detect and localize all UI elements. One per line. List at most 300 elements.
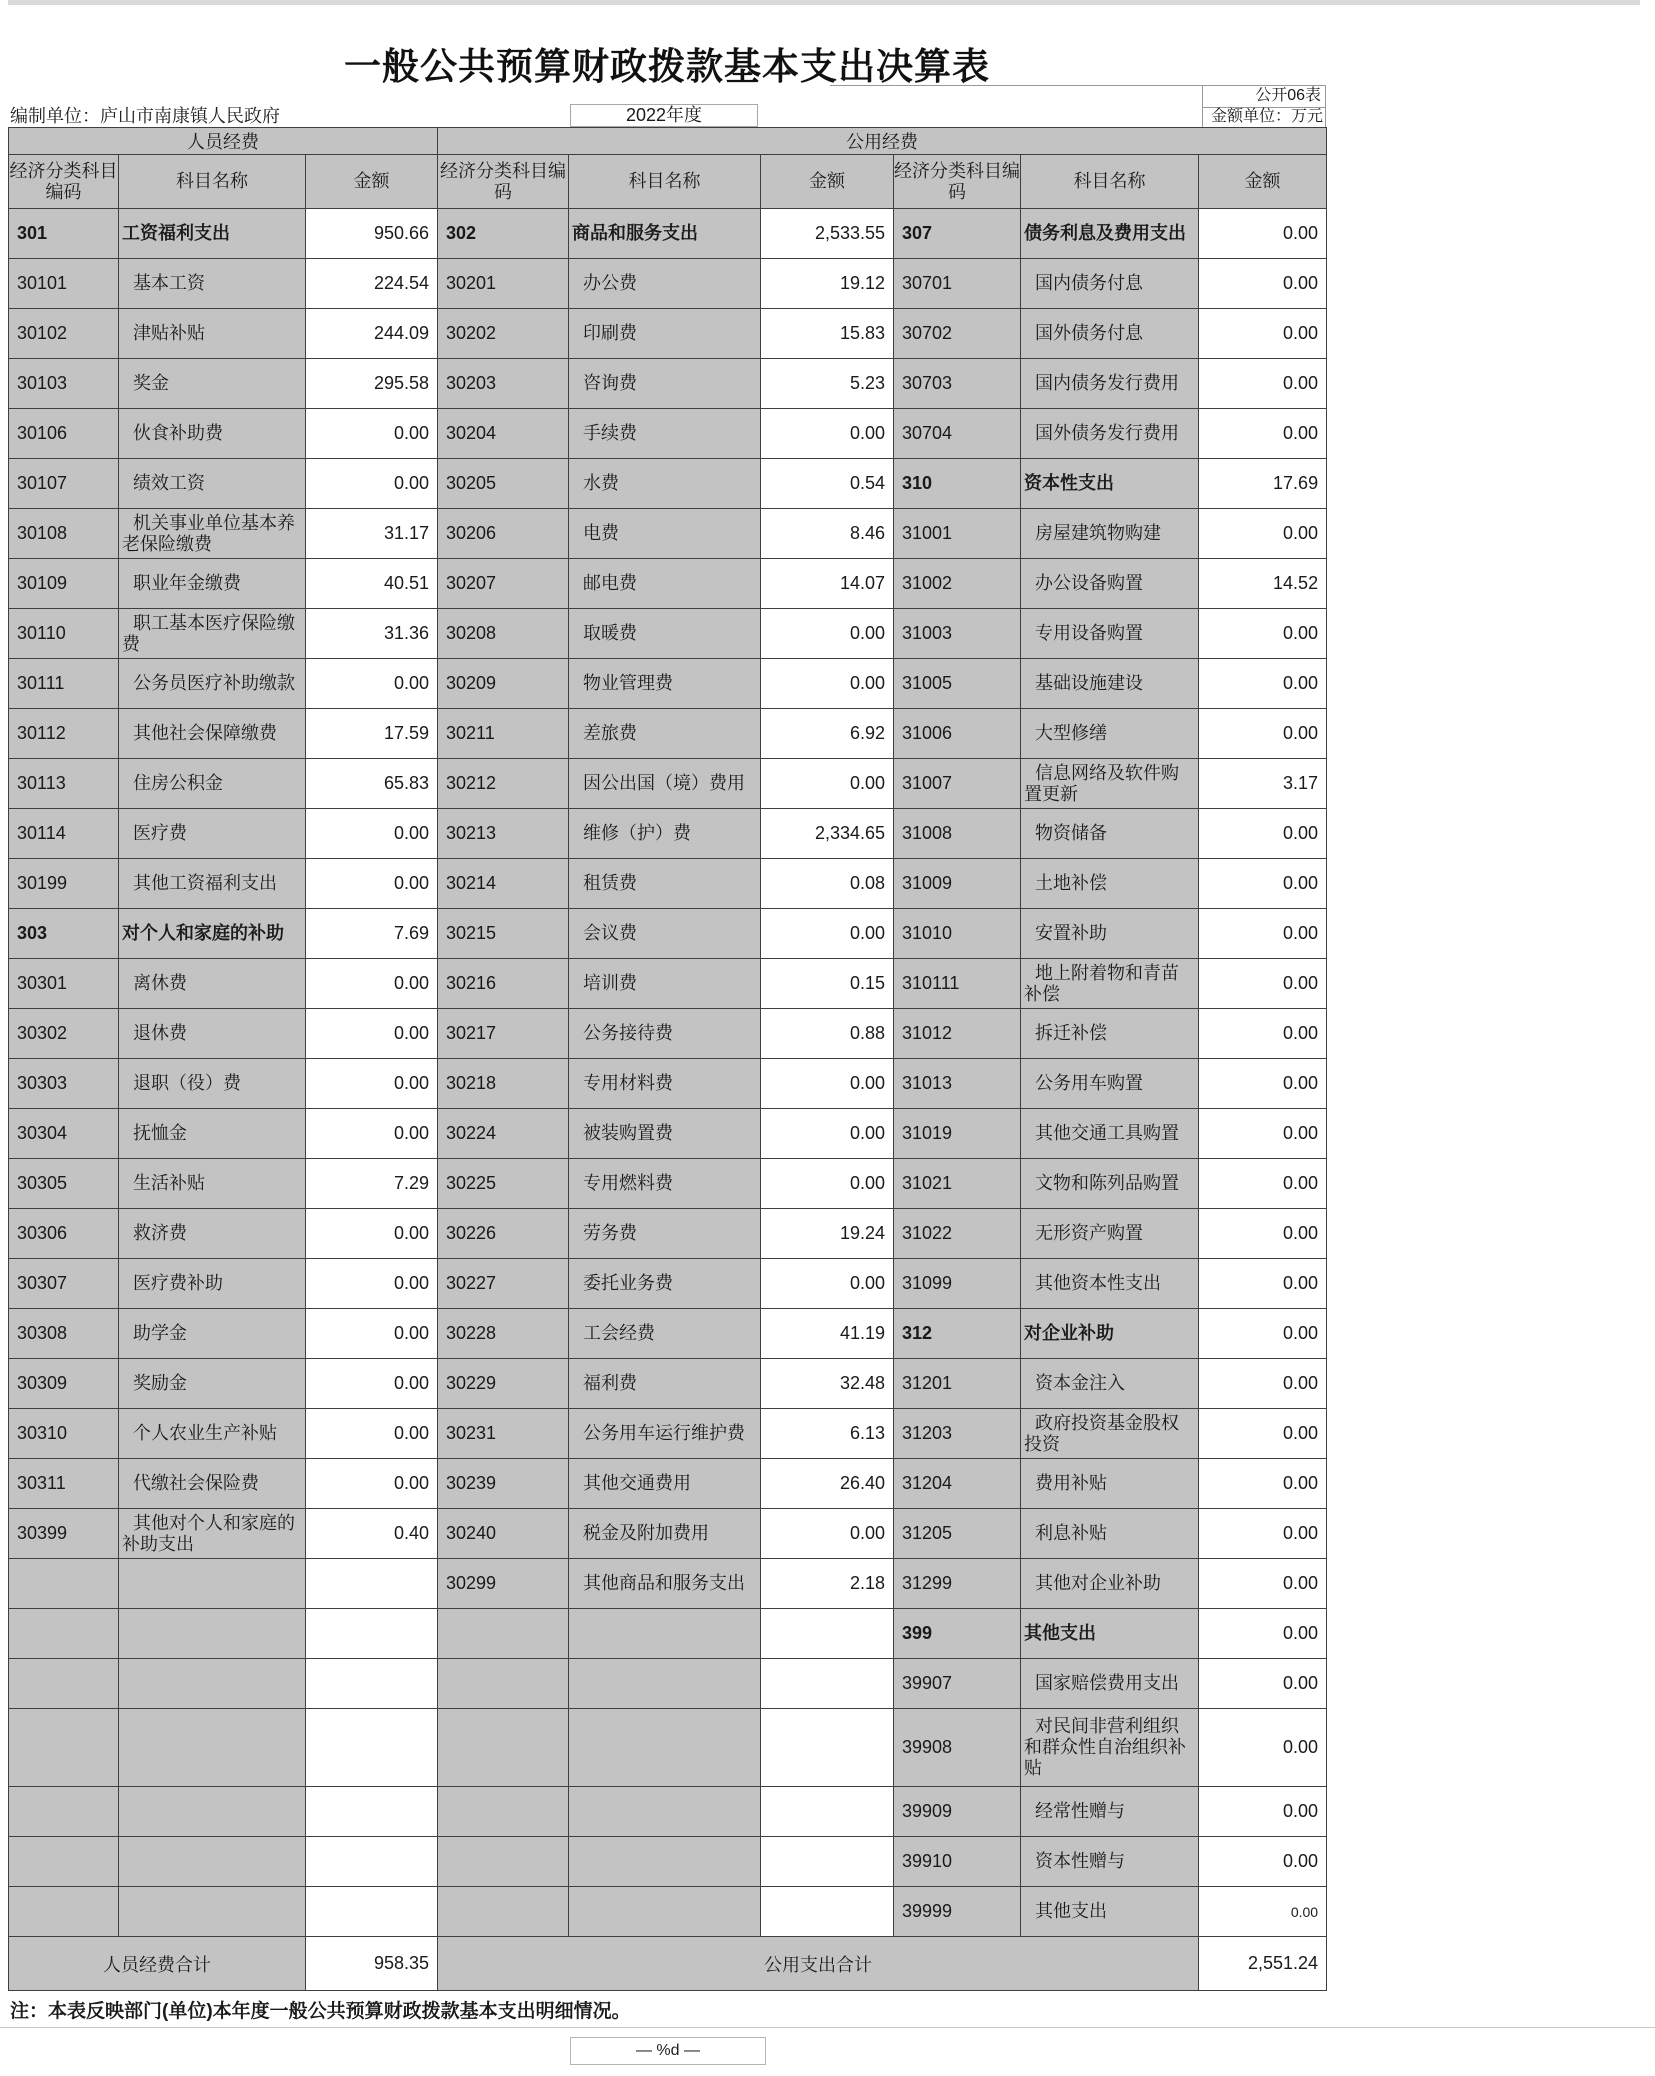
cell-name: 资本金注入 [1021,1359,1199,1409]
cell-code: 30231 [438,1409,569,1459]
cell-name [569,1887,761,1937]
cell-name: 劳务费 [569,1209,761,1259]
cell-name: 离休费 [119,959,306,1009]
cell-code: 31013 [894,1059,1021,1109]
cell-amount: 0.00 [306,1359,438,1409]
cell-code: 39999 [894,1887,1021,1937]
cell-code [9,1887,119,1937]
table-row [9,1209,1327,1259]
cell-amount: 26.40 [761,1459,894,1509]
col-header-amount-1: 金额 [306,155,438,209]
cell-amount: 0.00 [1199,1659,1327,1709]
cell-name: 公务用车购置 [1021,1059,1199,1109]
cell-code: 30107 [9,459,119,509]
cell-code: 31001 [894,509,1021,559]
table-row [9,359,1327,409]
cell-code: 30704 [894,409,1021,459]
cell-code: 302 [438,209,569,259]
cell-code: 31005 [894,659,1021,709]
cell-name: 印刷费 [569,309,761,359]
cell-name: 绩效工资 [119,459,306,509]
cell-name: 房屋建筑物购建 [1021,509,1199,559]
table-row [9,809,1327,859]
table-row [9,1837,1327,1887]
cell-amount: 0.00 [1199,609,1327,659]
cell-amount: 31.36 [306,609,438,659]
col-header-code-1: 经济分类科目编码 [9,155,119,209]
cell-name: 生活补贴 [119,1159,306,1209]
cell-amount: 0.00 [1199,1559,1327,1609]
cell-code: 30702 [894,309,1021,359]
cell-amount: 0.00 [306,1259,438,1309]
cell-name: 国内债务发行费用 [1021,359,1199,409]
cell-name: 公务员医疗补助缴款 [119,659,306,709]
cell-amount: 6.13 [761,1409,894,1459]
cell-name: 办公费 [569,259,761,309]
cell-code: 31201 [894,1359,1021,1409]
cell-code [438,1609,569,1659]
cell-name: 国家赔偿费用支出 [1021,1659,1199,1709]
bottom-divider [0,2027,1655,2028]
cell-amount: 32.48 [761,1359,894,1409]
table-row [9,1059,1327,1109]
cell-amount: 0.00 [306,1409,438,1459]
table-row [9,1559,1327,1609]
cell-name: 个人农业生产补贴 [119,1409,306,1459]
cell-amount [761,1837,894,1887]
cell-code: 30218 [438,1059,569,1109]
table-row [9,1109,1327,1159]
cell-code: 31203 [894,1409,1021,1459]
cell-code: 31008 [894,809,1021,859]
cell-amount: 0.00 [761,1109,894,1159]
cell-code: 30304 [9,1109,119,1159]
cell-name: 文物和陈列品购置 [1021,1159,1199,1209]
cell-code: 312 [894,1309,1021,1359]
cell-amount: 244.09 [306,309,438,359]
cell-code: 31006 [894,709,1021,759]
cell-amount: 40.51 [306,559,438,609]
cell-name: 国内债务付息 [1021,259,1199,309]
cell-amount: 0.00 [761,909,894,959]
cell-code: 30212 [438,759,569,809]
cell-amount: 295.58 [306,359,438,409]
col-header-amount-3: 金额 [1199,155,1327,209]
cell-name: 代缴社会保险费 [119,1459,306,1509]
cell-amount: 0.00 [761,1059,894,1109]
table-row [9,909,1327,959]
cell-code: 30113 [9,759,119,809]
cell-name: 债务利息及费用支出 [1021,209,1199,259]
cell-amount: 0.00 [1199,1509,1327,1559]
table-row [9,559,1327,609]
cell-code: 30310 [9,1409,119,1459]
cell-name: 伙食补助费 [119,409,306,459]
cell-code: 301 [9,209,119,259]
cell-code: 30308 [9,1309,119,1359]
cell-code: 30216 [438,959,569,1009]
cell-code: 310 [894,459,1021,509]
cell-code: 30306 [9,1209,119,1259]
cell-name: 救济费 [119,1209,306,1259]
cell-amount: 0.00 [306,859,438,909]
cell-amount: 0.00 [1199,709,1327,759]
cell-amount: 0.00 [306,659,438,709]
cell-amount: 2.18 [761,1559,894,1609]
table-row [9,1159,1327,1209]
table-row [9,1359,1327,1409]
col-header-code-2: 经济分类科目编码 [438,155,569,209]
cell-code: 30110 [9,609,119,659]
cell-amount: 7.69 [306,909,438,959]
cell-name [569,1709,761,1787]
cell-code: 30299 [438,1559,569,1609]
cell-amount: 15.83 [761,309,894,359]
cell-amount [306,1559,438,1609]
cell-code: 30211 [438,709,569,759]
cell-code: 30309 [9,1359,119,1409]
cell-amount: 0.00 [1199,309,1327,359]
cell-amount [306,1887,438,1937]
cell-name [119,1887,306,1937]
cell-code: 30202 [438,309,569,359]
cell-name: 其他交通工具购置 [1021,1109,1199,1159]
cell-amount: 17.69 [1199,459,1327,509]
cell-code: 30399 [9,1509,119,1559]
table-row [9,1259,1327,1309]
cell-amount: 19.24 [761,1209,894,1259]
cell-amount: 7.29 [306,1159,438,1209]
cell-code: 399 [894,1609,1021,1659]
cell-amount: 3.17 [1199,759,1327,809]
cell-code: 30203 [438,359,569,409]
cell-name: 费用补贴 [1021,1459,1199,1509]
cell-code: 30114 [9,809,119,859]
cell-code: 30108 [9,509,119,559]
cell-name: 会议费 [569,909,761,959]
cell-name: 经常性赠与 [1021,1787,1199,1837]
cell-amount: 0.00 [306,1109,438,1159]
cell-amount [761,1709,894,1787]
cell-amount: 0.00 [1199,659,1327,709]
cell-code [9,1787,119,1837]
cell-name: 工会经费 [569,1309,761,1359]
cell-name [569,1609,761,1659]
cell-name: 政府投资基金股权投资 [1021,1409,1199,1459]
cell-name: 培训费 [569,959,761,1009]
cell-amount [306,1837,438,1887]
cell-name: 安置补助 [1021,909,1199,959]
cell-amount: 0.00 [761,1159,894,1209]
cell-name: 助学金 [119,1309,306,1359]
cell-code: 30228 [438,1309,569,1359]
cell-name [119,1559,306,1609]
cell-amount: 0.00 [1199,1209,1327,1259]
table-row [9,409,1327,459]
table-row [9,1409,1327,1459]
cell-amount: 0.00 [306,409,438,459]
cell-name: 机关事业单位基本养老保险缴费 [119,509,306,559]
cell-amount: 0.00 [761,759,894,809]
cell-code: 39907 [894,1659,1021,1709]
cell-code: 31299 [894,1559,1021,1609]
cell-code: 30111 [9,659,119,709]
cell-name: 基础设施建设 [1021,659,1199,709]
cell-amount: 0.88 [761,1009,894,1059]
table-row [9,959,1327,1009]
table-row [9,1309,1327,1359]
cell-name [119,1609,306,1659]
cell-code: 39909 [894,1787,1021,1837]
cell-name: 国外债务付息 [1021,309,1199,359]
cell-amount: 5.23 [761,359,894,409]
cell-name [119,1787,306,1837]
cell-amount: 0.00 [761,609,894,659]
cell-code: 30207 [438,559,569,609]
cell-code: 30204 [438,409,569,459]
table-row [9,609,1327,659]
cell-name: 大型修缮 [1021,709,1199,759]
public-total-label: 公用支出合计 [438,1937,1199,1991]
cell-code: 307 [894,209,1021,259]
cell-amount: 8.46 [761,509,894,559]
cell-amount: 0.00 [306,1009,438,1059]
cell-amount: 17.59 [306,709,438,759]
footnote: 注：本表反映部门(单位)本年度一般公共预算财政拨款基本支出明细情况。 [10,2001,631,2022]
cell-code [438,1787,569,1837]
cell-amount: 31.17 [306,509,438,559]
cell-name: 信息网络及软件购置更新 [1021,759,1199,809]
cell-name: 委托业务费 [569,1259,761,1309]
table-row [9,1609,1327,1659]
cell-amount [306,1709,438,1787]
cell-code: 39908 [894,1709,1021,1787]
cell-name: 奖励金 [119,1359,306,1409]
cell-code: 30240 [438,1509,569,1559]
cell-name: 土地补偿 [1021,859,1199,909]
cell-amount: 2,334.65 [761,809,894,859]
cell-code: 303 [9,909,119,959]
cell-code [438,1837,569,1887]
cell-name: 地上附着物和青苗补偿 [1021,959,1199,1009]
cell-code [9,1837,119,1887]
col-header-name-2: 科目名称 [569,155,761,209]
cell-amount: 0.00 [306,1309,438,1359]
group-header-personnel: 人员经费 [9,128,438,155]
cell-amount: 0.00 [1199,1059,1327,1109]
cell-code: 30302 [9,1009,119,1059]
cell-amount: 0.08 [761,859,894,909]
cell-name [119,1837,306,1887]
cell-code: 30208 [438,609,569,659]
col-header-name-1: 科目名称 [119,155,306,209]
cell-name: 公务接待费 [569,1009,761,1059]
cell-code: 31019 [894,1109,1021,1159]
cell-amount: 0.40 [306,1509,438,1559]
cell-name: 医疗费补助 [119,1259,306,1309]
cell-name: 取暖费 [569,609,761,659]
cell-code [438,1887,569,1937]
cell-amount: 0.00 [1199,1009,1327,1059]
cell-amount: 0.00 [306,1209,438,1259]
cell-code: 30201 [438,259,569,309]
cell-code: 31002 [894,559,1021,609]
cell-code [438,1659,569,1709]
cell-code: 31012 [894,1009,1021,1059]
cell-name: 津贴补贴 [119,309,306,359]
table-row [9,1709,1327,1787]
cell-name: 其他对企业补助 [1021,1559,1199,1609]
cell-name: 手续费 [569,409,761,459]
cell-name: 其他工资福利支出 [119,859,306,909]
cell-code: 31204 [894,1459,1021,1509]
cell-name: 其他交通费用 [569,1459,761,1509]
table-row [9,1459,1327,1509]
cell-amount: 41.19 [761,1309,894,1359]
cell-amount: 0.00 [1199,409,1327,459]
cell-name: 对个人和家庭的补助 [119,909,306,959]
cell-name: 国外债务发行费用 [1021,409,1199,459]
cell-amount: 14.07 [761,559,894,609]
cell-amount [761,1887,894,1937]
cell-code: 30209 [438,659,569,709]
cell-name: 工资福利支出 [119,209,306,259]
cell-code: 31010 [894,909,1021,959]
table-row [9,1009,1327,1059]
cell-amount: 0.00 [1199,859,1327,909]
cell-name: 公务用车运行维护费 [569,1409,761,1459]
cell-amount: 0.00 [761,659,894,709]
cell-name [569,1837,761,1887]
personnel-total-label: 人员经费合计 [9,1937,306,1991]
cell-name: 邮电费 [569,559,761,609]
cell-name: 差旅费 [569,709,761,759]
cell-amount: 0.00 [761,409,894,459]
cell-name: 住房公积金 [119,759,306,809]
cell-code: 30206 [438,509,569,559]
cell-name: 基本工资 [119,259,306,309]
cell-amount: 0.00 [1199,1787,1327,1837]
cell-code [9,1559,119,1609]
table-row [9,1659,1327,1709]
cell-name: 专用燃料费 [569,1159,761,1209]
cell-amount: 0.00 [1199,809,1327,859]
cell-name: 其他支出 [1021,1609,1199,1659]
cell-amount: 0.00 [1199,1409,1327,1459]
table-row [9,209,1327,259]
cell-name: 对民间非营利组织和群众性自治组织补贴 [1021,1709,1199,1787]
cell-code: 30227 [438,1259,569,1309]
cell-name: 水费 [569,459,761,509]
cell-name [569,1659,761,1709]
cell-code: 30311 [9,1459,119,1509]
table-row [9,1787,1327,1837]
cell-amount: 0.00 [1199,359,1327,409]
page-number-box: — %d — [570,2037,766,2065]
cell-name: 维修（护）费 [569,809,761,859]
cell-code: 30303 [9,1059,119,1109]
cell-code [9,1609,119,1659]
budget-table-body [9,209,1327,1937]
cell-amount: 0.00 [1199,909,1327,959]
fiscal-year-cell: 2022年度 [570,104,758,127]
personnel-total-value: 958.35 [306,1937,438,1991]
cell-code: 39910 [894,1837,1021,1887]
cell-code: 30205 [438,459,569,509]
cell-name: 电费 [569,509,761,559]
cell-amount: 0.00 [1199,1459,1327,1509]
cell-amount: 0.00 [306,1459,438,1509]
cell-amount: 2,533.55 [761,209,894,259]
table-row [9,659,1327,709]
cell-code: 31007 [894,759,1021,809]
cell-code [9,1709,119,1787]
cell-code [9,1659,119,1709]
cell-amount: 14.52 [1199,559,1327,609]
cell-code: 310111 [894,959,1021,1009]
cell-amount: 19.12 [761,259,894,309]
cell-code: 30213 [438,809,569,859]
cell-name: 因公出国（境）费用 [569,759,761,809]
group-header-public: 公用经费 [438,128,1327,155]
budget-table [8,127,1327,1991]
cell-name: 利息补贴 [1021,1509,1199,1559]
cell-code: 30109 [9,559,119,609]
cell-name: 资本性赠与 [1021,1837,1199,1887]
cell-code: 31205 [894,1509,1021,1559]
cell-name: 被装购置费 [569,1109,761,1159]
cell-code: 31021 [894,1159,1021,1209]
cell-amount: 0.15 [761,959,894,1009]
cell-name: 退职（役）费 [119,1059,306,1109]
cell-code: 31009 [894,859,1021,909]
cell-code: 30106 [9,409,119,459]
table-row [9,259,1327,309]
cell-amount: 65.83 [306,759,438,809]
cell-code: 30703 [894,359,1021,409]
cell-code: 30225 [438,1159,569,1209]
cell-amount: 0.00 [761,1259,894,1309]
cell-name: 退休费 [119,1009,306,1059]
cell-code: 30215 [438,909,569,959]
cell-name: 专用材料费 [569,1059,761,1109]
table-row [9,309,1327,359]
cell-name: 无形资产购置 [1021,1209,1199,1259]
page-title: 一般公共预算财政拨款基本支出决算表 [344,46,990,87]
totals-row [9,1937,1327,1991]
cell-name: 拆迁补偿 [1021,1009,1199,1059]
cell-amount [306,1609,438,1659]
cell-amount [306,1659,438,1709]
cell-amount: 0.00 [761,1509,894,1559]
cell-name: 对企业补助 [1021,1309,1199,1359]
cell-amount: 0.00 [1199,1837,1327,1887]
cell-code: 30112 [9,709,119,759]
cell-name: 专用设备购置 [1021,609,1199,659]
table-row [9,509,1327,559]
cell-name: 资本性支出 [1021,459,1199,509]
cell-amount: 0.00 [1199,1309,1327,1359]
cell-amount: 0.00 [1199,509,1327,559]
cell-code: 30199 [9,859,119,909]
cell-code: 30103 [9,359,119,409]
group-header-row [9,128,1327,155]
cell-name: 医疗费 [119,809,306,859]
cell-amount: 0.00 [1199,1259,1327,1309]
cell-amount: 0.00 [306,1059,438,1109]
cell-amount [761,1659,894,1709]
cell-name: 抚恤金 [119,1109,306,1159]
